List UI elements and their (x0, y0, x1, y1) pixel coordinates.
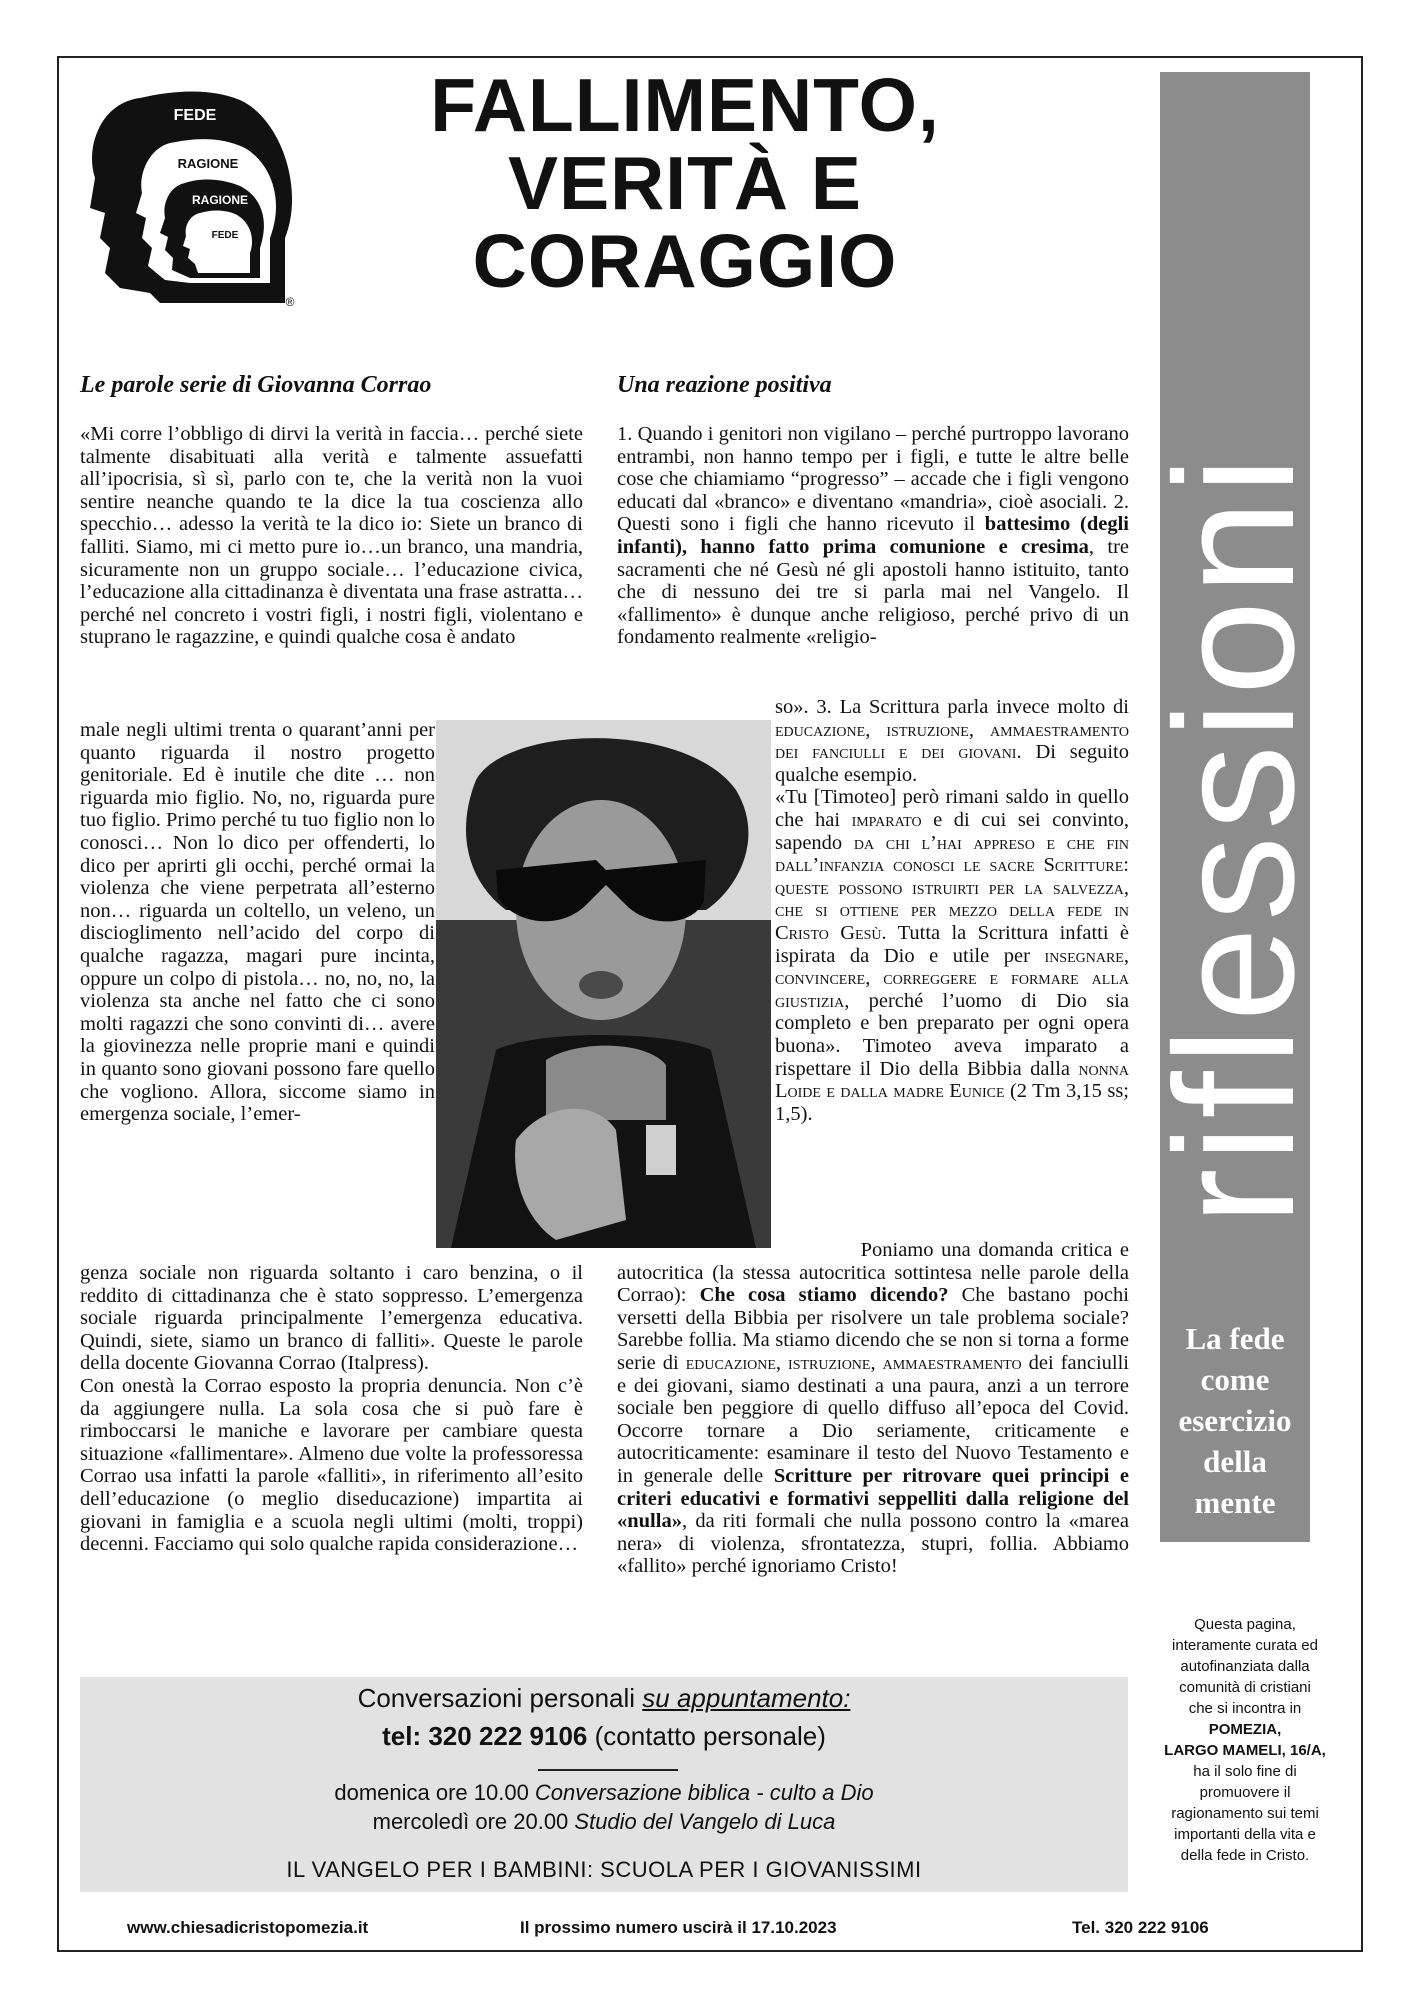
title-line-2: VERITÀ E (508, 141, 862, 225)
left-paragraph-1 (80, 423, 583, 649)
right-p4-text: dei fanciulli e dei giovani, siamo destinati a una paura, anzi a un terrore sociale ben peggiore di quello diffuso all’epoca del Covid. Occorre tornare a Dio seriamente, criticamente e autocriticamente: esaminare il testo del Nuovo Testamento e in generale delle (617, 1351, 1129, 1487)
note-line: promuovere il (1199, 1784, 1291, 1801)
sidebar-caption-line: della (1203, 1444, 1267, 1479)
note-line-city: POMEZIA, (1208, 1721, 1282, 1738)
portrait-photo (436, 720, 771, 1248)
note-line: che si incontra in (1188, 1700, 1302, 1717)
page-title (370, 63, 1000, 303)
note-line-address: LARGO MAMELI, 16/A, (1164, 1742, 1326, 1759)
note-line: ragionamento sui temi (1171, 1805, 1319, 1822)
footer-next-issue: Il prossimo numero uscirà il 17.10.2023 (520, 1918, 837, 1937)
right-paragraph-3 (617, 1239, 1129, 1578)
logo-registered: ® (285, 295, 295, 308)
right-p4-bold: Che cosa stiamo dicendo? (699, 1284, 949, 1307)
right-p4-text-end: , da riti formali che nulla possono contro la «marea nera» di violenza, sfrontatezza, stupri, follia. Abbiamo «fallito» perché ignoriamo Cristo! (617, 1510, 1129, 1578)
right-p3-smallcaps: da chi l’hai appreso e che fin dall’infanzia conosci le sacre Scritture: queste possono istruirti per la salvezza, che si ottiene per mezzo della fede in Cristo Gesù (775, 831, 1129, 944)
info-note (1150, 1614, 1340, 1866)
right-p1-text-end: , tre sacramenti che né Gesù né gli apostoli hanno istituito, tanto che di nessuno dei tre si parla mai nel Vangelo. Il «fallimento» è dunque anche religioso, perché privo di un fondamento realmente «religio- (617, 535, 1129, 649)
right-p3-text-end: (2 Tm 3,15 ss; 1,5). (775, 1080, 1129, 1125)
right-p4-bold: Scritture per ritrovare quei principi e criteri educativi e formativi seppelliti dalla religione del «nulla» (617, 1464, 1130, 1533)
right-p1-text: 1. Quando i genitori non vigilano – perché purtroppo lavorano entrambi, non hanno tempo per i figli, e tutte le altre belle cose che chiamiamo “progresso” – accade che i figli vengono educati dal «branco» e diventano «mandria», cioè asociali. 2. Questi sono i figli che hanno ricevuto il (617, 423, 1129, 536)
note-line: autofinanziata dalla (1180, 1658, 1310, 1675)
left-p4-text: Con onestà la Corrao esposto la propria denuncia. Non c’è da aggiungere nulla. La sola cosa che si può fare è rimboccarsi le maniche e lavorare per cambiare questa situazione «fallimentare». Almeno due volte la professoressa Corrao usa infatti la parole «falliti», in riferimento all’esito dell’educazione (o meglio diseducazione) impartita ai giovani in famiglia e a scuola negli ultimi (molti, troppi) decenni. Facciamo qui solo qualche rapida considerazione… (80, 1374, 583, 1556)
divider (538, 1769, 678, 1771)
right-p3-text: «Tu [Timoteo] però rimani saldo in quello che hai (775, 786, 1129, 831)
conversation-label: Conversazioni personali (357, 1683, 643, 1713)
logo-text-ragione: RAGIONE (177, 156, 239, 171)
logo-text-fede-2: FEDE (211, 230, 239, 241)
note-line: importanti della vita e (1174, 1826, 1316, 1843)
left-p1-text: «Mi corre l’obbligo di dirvi la verità in faccia… perché siete talmente disabituati alla verità e talmente assuefatti all’ipocrisia, sì sì, parlo con te, che la verità non la vuoi sentire neanche quando te la dice la tua coscienza allo specchio… adesso la verità te la dico io: Siete un branco di falliti. Siamo, mi ci metto pure io…un branco, una mandria, sicuramente non un gruppo sociale… l’educazione civica, l’educazione alla cittadinanza è diventata una frase astratta… perché nel concreto i vostri figli, i nostri figli, violentano e stuprano le ragazzine, e quindi qualche cosa è andato (80, 423, 583, 649)
kids-school-line: IL VANGELO PER I BAMBINI: SCUOLA PER I GIOVANISSIMI (286, 1857, 922, 1882)
sidebar-caption-line: mente (1194, 1485, 1276, 1520)
right-paragraph-1 (617, 423, 1129, 649)
phone-note: (contatto personale) (587, 1721, 826, 1751)
left-paragraph-3 (80, 1262, 583, 1556)
sidebar-caption-line: come (1200, 1362, 1270, 1397)
logo-text-ragione-2: RAGIONE (191, 193, 249, 207)
left-p3-text: genza sociale non riguarda soltanto i caro benzina, o il reddito di cittadinanza che è stato soppresso. L’emergenza sociale riguarda principalmente l’emergenza educativa. Quindi, siete, siamo un branco di falliti». Queste le parole della docente Giovanna Corrao (Italpress). (80, 1262, 583, 1375)
sidebar-word: riflessioni (1140, 450, 1330, 1225)
right-heading: Una reazione positiva (617, 372, 832, 398)
note-line: ha il solo fine di (1193, 1763, 1297, 1780)
right-p2-text-end: . Di seguito qualche esempio. (775, 741, 1130, 786)
footer-website[interactable]: www.chiesadicristopomezia.it (127, 1918, 369, 1937)
phone-line (80, 1721, 1128, 1752)
left-heading: Le parole serie di Giovanna Corrao (80, 372, 432, 398)
sidebar-caption-line: La fede (1185, 1321, 1285, 1356)
sidebar-caption (1160, 1318, 1310, 1523)
footer-phone[interactable]: Tel. 320 222 9106 (1072, 1918, 1209, 1937)
right-p4-text: Poniamo una domanda critica e autocritica (la stessa autocritica sottintesa nelle parole della Corrao): (617, 1239, 1130, 1307)
right-p1-bold: battesimo (degli infanti), hanno fatto prima comunione e cresima (617, 513, 1129, 558)
conversation-line (80, 1683, 1128, 1714)
right-p3-smallcaps: insegnare, convincere, correggere e formare alla giustizia (775, 944, 1129, 1012)
right-p4-text: Che bastano pochi versetti della Bibbia per risolvere un tale problema sociale? Sarebbe follia. Ma stiamo dicendo che se non si torna a forme serie di (617, 1284, 1129, 1374)
right-paragraph-2 (775, 696, 1129, 1125)
logo (80, 88, 300, 308)
title-line-1: FALLIMENTO, (430, 63, 940, 147)
note-line: della fede in Cristo. (1180, 1847, 1310, 1864)
left-p2-text: male negli ultimi trenta o quarant’anni per quanto riguarda il nostro progetto genitoriale. Ed è inutile che dite … non riguarda mio figlio. No, no, riguarda pure tuo figlio. Primo perché tu tuo figlio non lo conosci… Non lo dico per offenderti, lo dico per aprirti gli occhi, perché ormai la violenza che viene perpetrata all’esterno non… riguarda un coltello, un veleno, un discioglimento nell’acido del corpo di qualche ragazza, magari pure incinta, oppure un colpo di pistola… no, no, no, la violenza sta anche nel fatto che ci sono molti ragazzi che sono convinti di… avere la giovinezza nelle proprie mani e quindi in quanto sono giovani possono fare quello che vogliono. Allora, siccome siamo in emergenza sociale, l’emer- (80, 719, 435, 1126)
appointment-label: su appuntamento: (642, 1683, 851, 1713)
note-line: Questa pagina, (1194, 1616, 1296, 1633)
schedule-title: Studio del Vangelo di Luca (574, 1809, 836, 1834)
title-line-3: CORAGGIO (472, 219, 898, 303)
right-p2-smallcaps: educazione, istruzione, ammaestramento dei fanciulli e dei giovani (775, 718, 1129, 764)
right-p2-text: so». 3. La Scrittura parla invece molto di (775, 696, 1129, 718)
phone-number[interactable]: tel: 320 222 9106 (382, 1721, 588, 1751)
left-paragraph-2 (80, 719, 435, 1126)
schedule-time: domenica ore 10.00 (334, 1780, 535, 1805)
schedule-wednesday (80, 1809, 1128, 1835)
note-line: interamente curata ed (1172, 1637, 1318, 1654)
right-p4-smallcaps: educazione, istruzione, ammaestramento (685, 1351, 1022, 1374)
right-p3-smallcaps: nonna Loide e dalla madre Eunice (775, 1057, 1129, 1103)
schedule-sunday (80, 1780, 1128, 1806)
contact-box (80, 1677, 1128, 1892)
right-p3-text: e di cui sei convinto, sapendo (775, 808, 1129, 854)
note-line: comunità di cristiani (1179, 1679, 1311, 1696)
right-p3-text: . Tutta la Scrittura infatti è ispirata da Dio e utile per (775, 921, 1129, 967)
schedule-title: Conversazione biblica - culto a Dio (534, 1780, 874, 1805)
right-p3-smallcaps: imparato (851, 808, 922, 831)
schedule-time: mercoledì ore 20.00 (372, 1809, 575, 1834)
right-p3-text: , perché l’uomo di Dio sia completo e ben preparato per ogni opera buona». Timoteo aveva imparato a rispettare il Dio della Bibbia dalla (775, 989, 1129, 1080)
logo-text-fede: FEDE (173, 107, 217, 124)
sidebar-caption-line: esercizio (1178, 1403, 1292, 1438)
